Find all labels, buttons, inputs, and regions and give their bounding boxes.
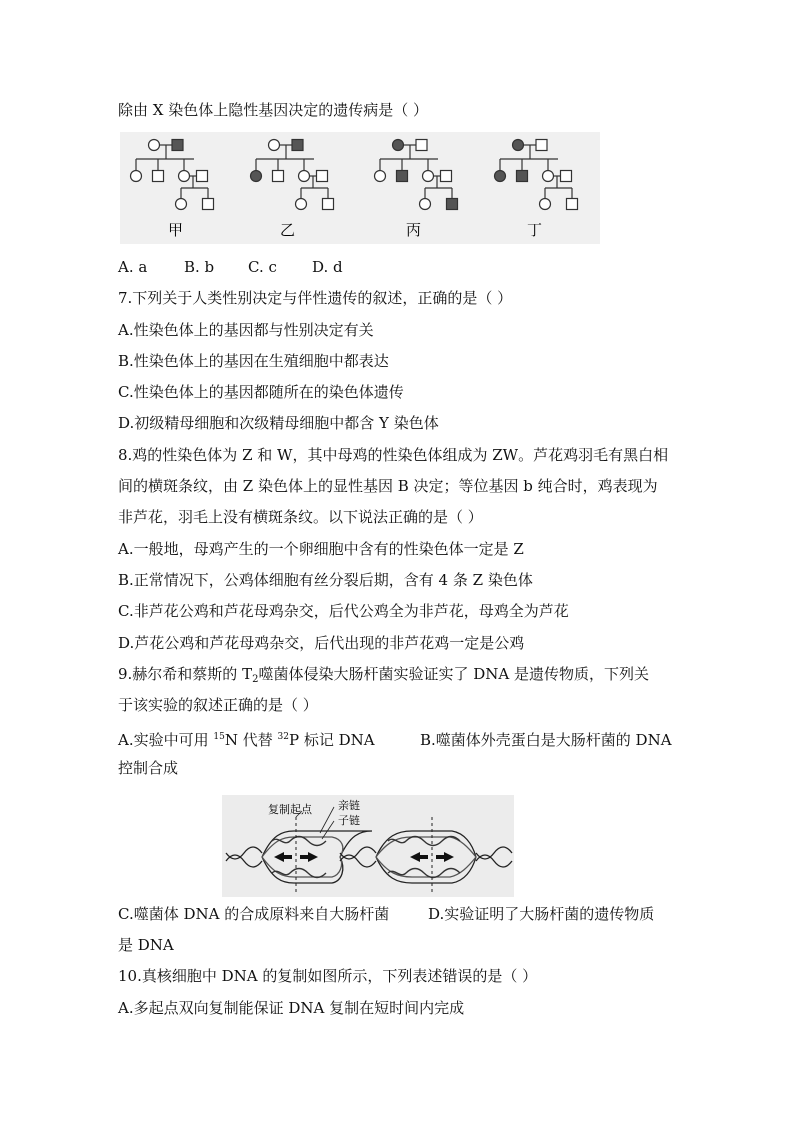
- origin-label: 复制起点: [268, 803, 312, 816]
- q9-option-c[interactable]: C.噬菌体 DNA 的合成原料来自大肠杆菌: [118, 905, 390, 923]
- q8-option-a[interactable]: A.一般地，母鸡产生的一个卵细胞中含有的性染色体一定是 Z: [118, 540, 524, 558]
- replication-direction-arrows: [274, 852, 454, 862]
- q8-option-d[interactable]: D.芦花公鸡和芦花母鸡杂交，后代出现的非芦花鸡一定是公鸡: [118, 634, 525, 652]
- parent-strand-label: 亲链: [338, 799, 360, 812]
- q9-option-a[interactable]: [118, 727, 420, 750]
- q9-options-cd: [118, 904, 654, 924]
- q6-option-a[interactable]: A. a: [118, 258, 148, 276]
- q9-stem-b: 噬菌体侵染大肠杆菌实验证实了 DNA 是遗传物质，下列关: [258, 665, 649, 683]
- q9-option-d[interactable]: D.实验证明了大肠杆菌的遗传物质: [428, 905, 655, 923]
- q8-option-c[interactable]: C.非芦花公鸡和芦花母鸡杂交，后代公鸡全为非芦花，母鸡全为芦花: [118, 602, 569, 620]
- q10-option-a[interactable]: A.多起点双向复制能保证 DNA 复制在短时间内完成: [118, 999, 465, 1017]
- q6-options: [118, 257, 343, 277]
- daughter-strand-label: 子链: [338, 814, 360, 827]
- q7-option-d[interactable]: D.初级精母细胞和次级精母细胞中都含 Y 染色体: [118, 414, 439, 432]
- q9-option-a-sup1: 15: [213, 732, 225, 742]
- q9-stem-a: 9.赫尔希和蔡斯的 T: [118, 665, 253, 683]
- q6-option-c[interactable]: C. c: [248, 258, 277, 276]
- pedigree-d: [495, 140, 578, 210]
- q9-option-a-post: P 标记 DNA: [288, 731, 375, 749]
- pedigree-label-bing: 丙: [406, 221, 422, 239]
- q10-stem: 10.真核细胞中 DNA 的复制如图所示，下列表述错误的是（ ）: [118, 967, 538, 985]
- q9-option-a-mid: N 代替: [224, 731, 278, 749]
- q9-option-b[interactable]: B.噬菌体外壳蛋白是大肠杆菌的 DNA: [420, 731, 672, 749]
- q7-option-c[interactable]: C.性染色体上的基因都随所在的染色体遗传: [118, 383, 404, 401]
- pedigree-label-jia: 甲: [168, 221, 184, 239]
- q7-stem: 7.下列关于人类性别决定与伴性遗传的叙述，正确的是（ ）: [118, 289, 513, 307]
- q6-stem: 除由 X 染色体上隐性基因决定的遗传病是（ ）: [118, 101, 428, 119]
- pedigree-b: [251, 140, 334, 210]
- q6-option-d[interactable]: D. d: [312, 258, 343, 276]
- q8-option-b[interactable]: B.正常情况下，公鸡体细胞有丝分裂后期，含有 4 条 Z 染色体: [118, 571, 533, 589]
- dna-replication-figure: [222, 795, 514, 897]
- q9-option-b-cont: 控制合成: [118, 759, 179, 777]
- q9-stem-subscript: 2: [252, 674, 259, 685]
- q9-stem-line2: 于该实验的叙述正确的是（ ）: [118, 696, 318, 714]
- dna-replication-diagram: [222, 795, 514, 897]
- pedigree-c: [375, 140, 458, 210]
- q8-stem-line2: 间的横斑条纹，由 Z 染色体上的显性基因 B 决定；等位基因 b 纯合时，鸡表现为: [118, 477, 658, 495]
- q9-options-ab: [118, 727, 672, 750]
- q8-stem-line3: 非芦花，羽毛上没有横斑条纹。以下说法正确的是（ ）: [118, 508, 483, 526]
- pedigree-label-yi: 乙: [280, 221, 296, 239]
- q9-option-a-pre: A.实验中可用: [118, 731, 214, 749]
- q9-option-a-sup2: 32: [277, 732, 289, 742]
- q8-stem-line1: 8.鸡的性染色体为 Z 和 W，其中母鸡的性染色体组成为 ZW。芦花鸡羽毛有黑白相: [118, 446, 669, 464]
- q9-option-d-cont: 是 DNA: [118, 936, 174, 954]
- pedigree-chart: [120, 132, 600, 244]
- pedigree-figure: [120, 132, 600, 244]
- q7-option-a[interactable]: A.性染色体上的基因都与性别决定有关: [118, 321, 374, 339]
- q7-option-b[interactable]: B.性染色体上的基因在生殖细胞中都表达: [118, 352, 389, 370]
- q9-stem-line1: [118, 664, 649, 690]
- pedigree-a: [131, 140, 214, 210]
- pedigree-label-ding: 丁: [527, 221, 543, 239]
- q6-option-b[interactable]: B. b: [184, 258, 215, 276]
